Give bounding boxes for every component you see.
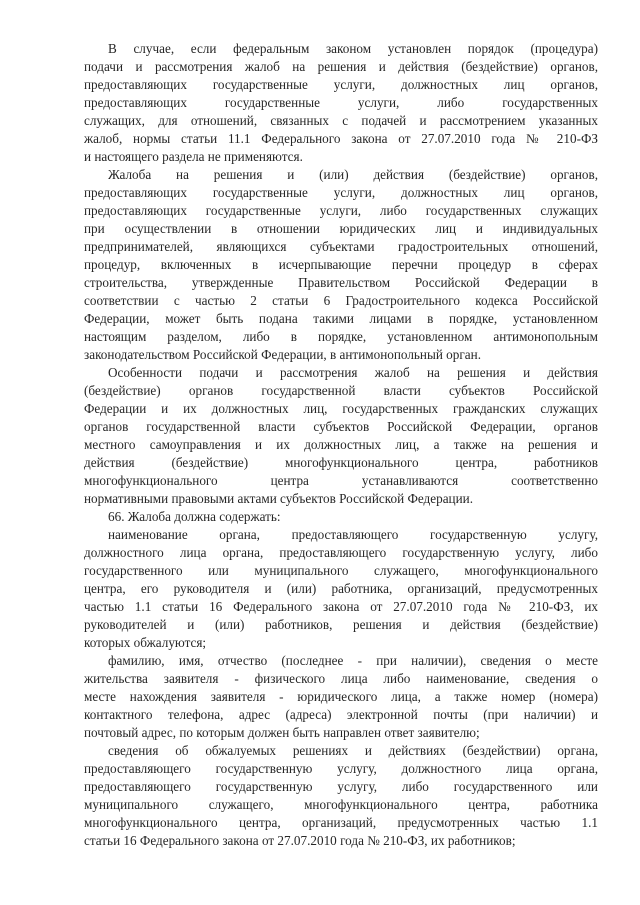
document-paragraph [84, 364, 598, 508]
paragraph-line: многофункционального центра, организаций, предусмотренных частью 1.1 [84, 815, 598, 830]
paragraph-line: предпринимателей, являющихся субъектами градостроительных отношений, [84, 239, 598, 254]
paragraph-line: действия (бездействие) многофункционального центра, работников [84, 455, 598, 470]
paragraph-line: фамилию, имя, отчество (последнее - при наличии), сведения о месте [108, 653, 598, 668]
paragraph-line: статьи 16 Федерального закона от 27.07.2010 года № 210-ФЗ, их работников; [84, 833, 516, 848]
paragraph-line: месте нахождения заявителя - юридического лица, а также номер (номера) [84, 689, 598, 704]
paragraph-line: процедур, включенных в исчерпывающие перечни процедур в сферах [84, 257, 598, 272]
paragraph-line: при осуществлении в отношении юридических лиц и индивидуальных [84, 221, 598, 236]
paragraph-line: которых обжалуются; [84, 635, 207, 650]
paragraph-line: должностного лица органа, предоставляющего государственную услугу, либо [84, 545, 598, 560]
paragraph-line: предоставляющих государственные услуги, должностных лиц органов, [84, 77, 598, 92]
paragraph-line: муниципального служащего, многофункционального центра, работника [84, 797, 598, 812]
paragraph-line: (бездействие) органов государственной власти субъектов Российской [84, 383, 598, 398]
paragraph-line: служащих, для отношений, связанных с подачей и рассмотрением указанных [84, 113, 598, 128]
paragraph-line: нормативными правовыми актами субъектов Российской Федерации. [84, 491, 474, 506]
paragraph-line: Жалоба на решения и (или) действия (бездействие) органов, [108, 167, 598, 182]
paragraph-line: настоящим разделом, либо в порядке, установленном антимонопольным [84, 329, 598, 344]
paragraph-line: предоставляющих государственные услуги, должностных лиц органов, [84, 185, 598, 200]
document-body [84, 40, 598, 850]
paragraph-line: предоставляющих государственные услуги, либо государственных [84, 95, 598, 110]
paragraph-line: жалоб, нормы статьи 11.1 Федерального закона от 27.07.2010 года № 210-ФЗ [84, 131, 598, 146]
paragraph-line: наименование органа, предоставляющего государственную услугу, [108, 527, 598, 542]
paragraph-line: строительства, утвержденные Правительством Российской Федерации в [84, 275, 598, 290]
paragraph-line: соответствии с частью 2 статьи 6 Градостроительного кодекса Российской [84, 293, 598, 308]
paragraph-line: центра, его руководителя и (или) работника, организаций, предусмотренных [84, 581, 598, 596]
paragraph-line: Федерации, может быть подана такими лицами в порядке, установленном [84, 311, 598, 326]
document-paragraph [84, 508, 598, 526]
paragraph-line: руководителей и (или) работников, решения и действия (бездействие) [84, 617, 598, 632]
document-paragraph [84, 652, 598, 742]
paragraph-line: предоставляющих государственные услуги, либо государственных служащих [84, 203, 598, 218]
paragraph-line: В случае, если федеральным законом установлен порядок (процедура) [108, 41, 598, 56]
paragraph-line: предоставляющего государственную услугу, должностного лица органа, [84, 761, 598, 776]
paragraph-line: подачи и рассмотрения жалоб на решения и действия (бездействие) органов, [84, 59, 598, 74]
paragraph-line: органов государственной власти субъектов Российской Федерации, органов [84, 419, 598, 434]
document-paragraph [84, 742, 598, 850]
paragraph-line: контактного телефона, адрес (адреса) электронной почты (при наличии) и [84, 707, 598, 722]
paragraph-line: 66. Жалоба должна содержать: [108, 509, 281, 524]
paragraph-line: частью 1.1 статьи 16 Федерального закона от 27.07.2010 года № 210-ФЗ, их [84, 599, 598, 614]
document-paragraph [84, 526, 598, 652]
paragraph-line: многофункционального центра устанавливаются соответственно [84, 473, 598, 488]
paragraph-line: почтовый адрес, по которым должен быть направлен ответ заявителю; [84, 725, 480, 740]
paragraph-line: и настоящего раздела не применяются. [84, 149, 303, 164]
paragraph-line: Федерации и их должностных лиц, государственных гражданских служащих [84, 401, 598, 416]
paragraph-line: предоставляющего государственную услугу, либо государственного или [84, 779, 598, 794]
paragraph-line: Особенности подачи и рассмотрения жалоб на решения и действия [108, 365, 598, 380]
paragraph-line: жительства заявителя - физического лица либо наименование, сведения о [84, 671, 598, 686]
paragraph-line: местного самоуправления и их должностных лиц, а также на решения и [84, 437, 598, 452]
paragraph-line: законодательством Российской Федерации, в антимонопольный орган. [84, 347, 481, 362]
paragraph-line: государственного или муниципального служащего, многофункционального [84, 563, 598, 578]
document-paragraph [84, 40, 598, 166]
document-paragraph [84, 166, 598, 364]
paragraph-line: сведения об обжалуемых решениях и действиях (бездействии) органа, [108, 743, 598, 758]
